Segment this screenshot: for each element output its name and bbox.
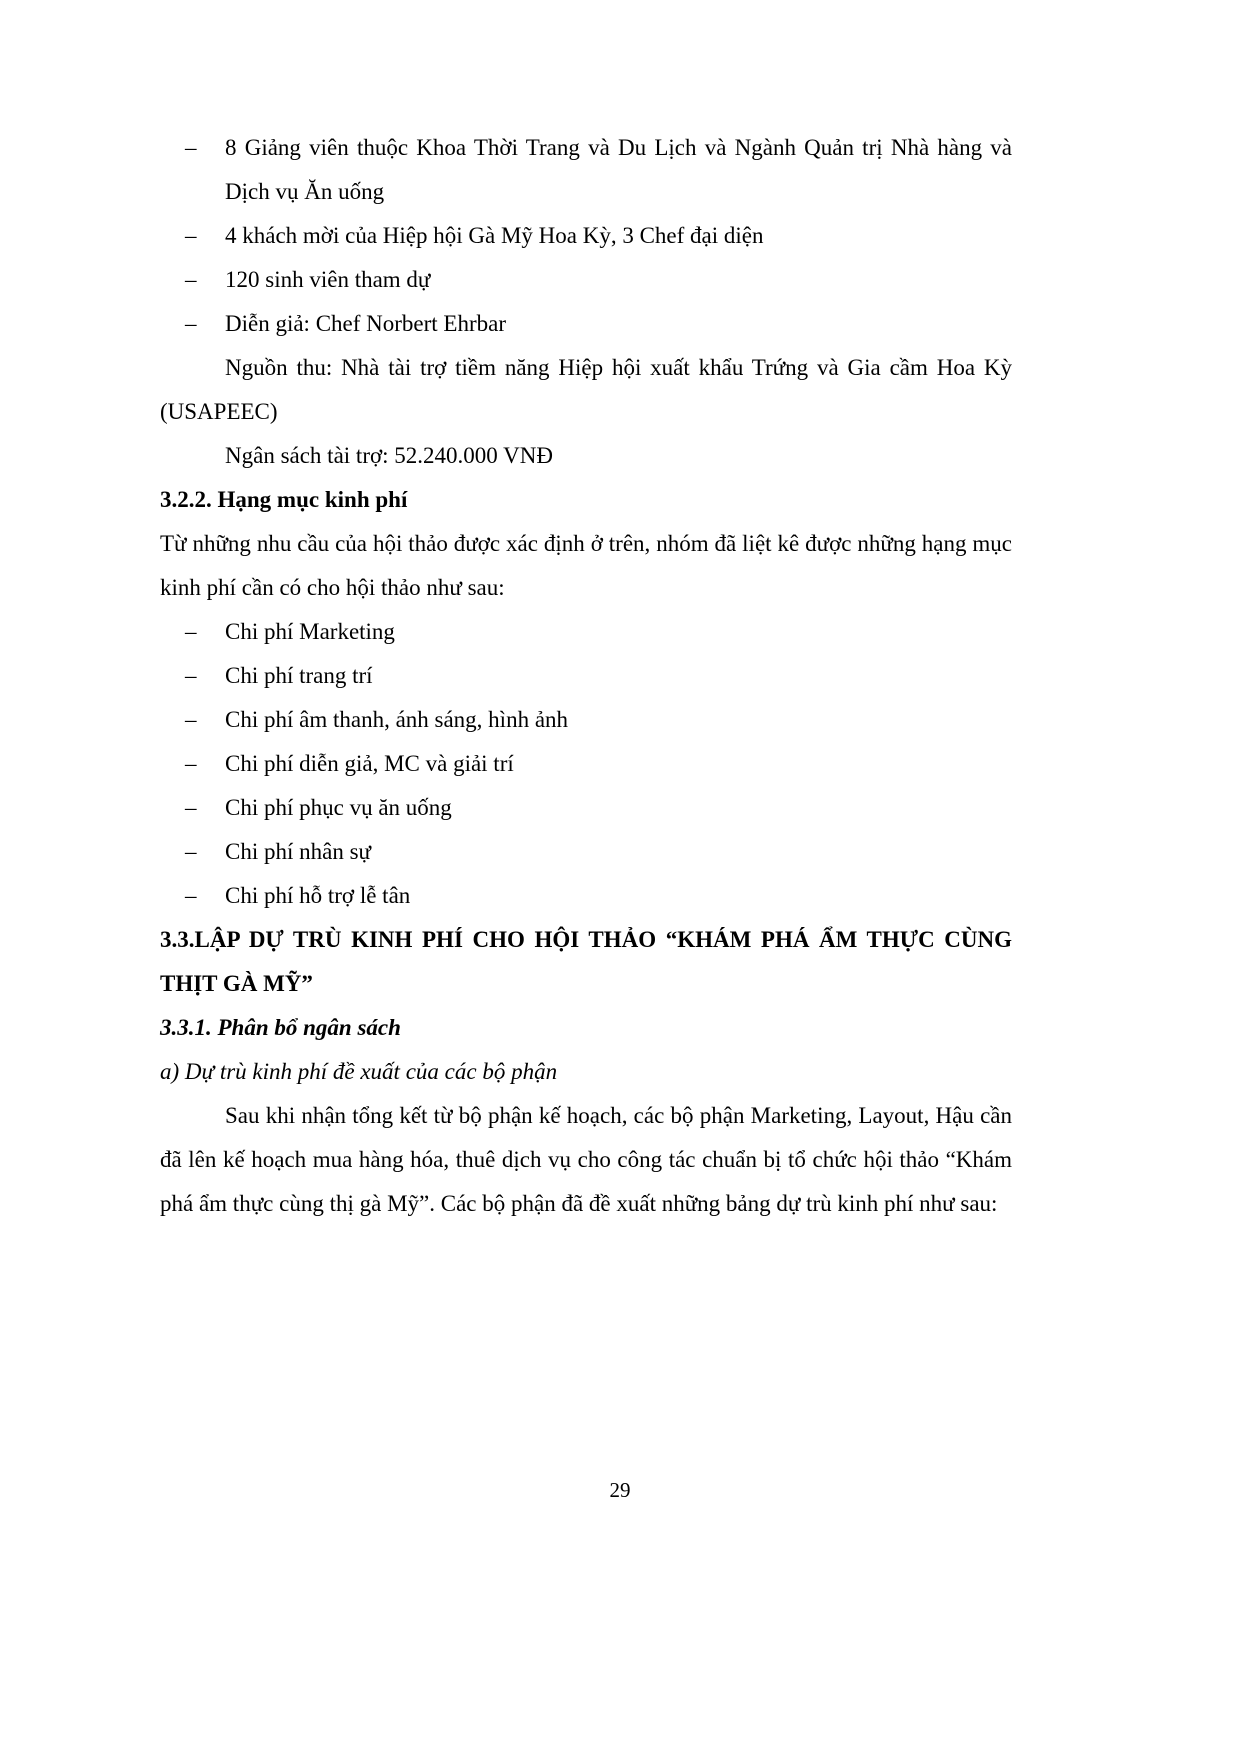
heading-3-3: 3.3.LẬP DỰ TRÙ KINH PHÍ CHO HỘI THẢO “KHÁM PHÁ ẨM THỰC CÙNG THỊT GÀ MỸ” <box>160 927 1012 996</box>
dash-marker: – <box>185 619 197 644</box>
list-item <box>160 214 1012 258</box>
list-item-text: Chi phí diễn giả, MC và giải trí <box>225 751 514 776</box>
list-item <box>160 654 1012 698</box>
list-item <box>160 830 1012 874</box>
list-item <box>160 742 1012 786</box>
list-item <box>160 258 1012 302</box>
list-item <box>160 874 1012 918</box>
paragraph-nguon-thu: Nguồn thu: Nhà tài trợ tiềm năng Hiệp hội xuất khẩu Trứng và Gia cầm Hoa Kỳ (USAPEEC) <box>160 355 1012 424</box>
paragraph-3-2-2: Từ những nhu cầu của hội thảo được xác định ở trên, nhóm đã liệt kê được những hạng mục kinh phí cần có cho hội thảo như sau: <box>160 531 1012 600</box>
list-item <box>160 786 1012 830</box>
list-item-text: 120 sinh viên tham dự <box>225 267 431 292</box>
list-item-text: Chi phí âm thanh, ánh sáng, hình ảnh <box>225 707 569 732</box>
list-item <box>160 126 1012 214</box>
list-item <box>160 698 1012 742</box>
dash-marker: – <box>185 223 197 248</box>
paragraph-ngan-sach: Ngân sách tài trợ: 52.240.000 VNĐ <box>225 443 553 468</box>
dash-marker: – <box>185 839 197 864</box>
dash-marker: – <box>185 795 197 820</box>
heading-a: a) Dự trù kinh phí đề xuất của các bộ phận <box>160 1059 558 1084</box>
heading-3-3-1: 3.3.1. Phân bổ ngân sách <box>160 1015 401 1040</box>
dash-marker: – <box>185 311 197 336</box>
dash-marker: – <box>185 883 197 908</box>
list-item-text: Chi phí hỗ trợ lễ tân <box>225 883 411 908</box>
list-item-text: Chi phí phục vụ ăn uống <box>225 795 452 820</box>
dash-marker: – <box>185 267 197 292</box>
paragraph-final: Sau khi nhận tổng kết từ bộ phận kế hoạch, các bộ phận Marketing, Layout, Hậu cần đã lên kế hoạch mua hàng hóa, thuê dịch vụ cho công tác chuẩn bị tổ chức hội thảo “Khám phá ẩm thực cùng thị gà Mỹ”. Các bộ phận đã đề xuất những bảng dự trù kinh phí như sau: <box>160 1103 1012 1216</box>
list-item <box>160 610 1012 654</box>
list-item-text: Chi phí Marketing <box>225 619 395 644</box>
page-content <box>160 126 1012 1226</box>
dash-marker: – <box>185 663 197 688</box>
dash-marker: – <box>185 135 197 160</box>
list-item-text: 8 Giảng viên thuộc Khoa Thời Trang và Du Lịch và Ngành Quản trị Nhà hàng và Dịch vụ Ăn uống <box>225 135 1012 204</box>
list-item-text: Diễn giả: Chef Norbert Ehrbar <box>225 311 507 336</box>
list-item-text: Chi phí trang trí <box>225 663 373 688</box>
page-number: 29 <box>609 1478 631 1502</box>
dash-marker: – <box>185 751 197 776</box>
heading-3-2-2: 3.2.2. Hạng mục kinh phí <box>160 487 408 512</box>
dash-marker: – <box>185 707 197 732</box>
list-item-text: 4 khách mời của Hiệp hội Gà Mỹ Hoa Kỳ, 3 Chef đại diện <box>225 223 764 248</box>
list-item-text: Chi phí nhân sự <box>225 839 371 864</box>
list-item <box>160 302 1012 346</box>
